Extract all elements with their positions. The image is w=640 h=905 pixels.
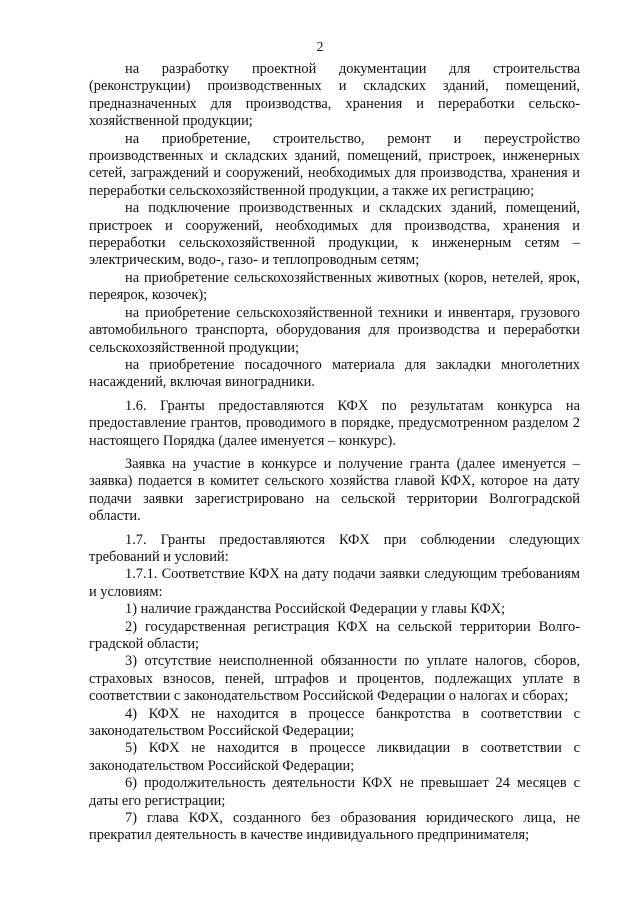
paragraph: 2) государственная регистрация КФХ на сельской территории Волгоградской области; (89, 618, 580, 652)
paragraph: 1.6. Гранты предоставляются КФХ по результатам конкурса на предоставление грантов, проводимого в порядке, предусмотренном разделом 2 настоящего Порядка (далее именуется – конкурс). (89, 397, 580, 449)
paragraph: Заявка на участие в конкурсе и получение гранта (далее именуется – заявка) подается в комитет сельского хозяйства главой КФХ, которое на дату подачи заявки зарегистрировано на сельской территории Волгоградской области. (89, 455, 580, 525)
paragraph: 6) продолжительность деятельности КФХ не превышает 24 месяцев с даты его регистрации; (89, 775, 580, 809)
paragraph: 4) КФХ не находится в процессе банкротства в соответствии с законодательством Российской Федерации; (89, 705, 580, 740)
paragraph: на приобретение сельскохозяйственной техники и инвентаря, грузового автомобильного транспорта, оборудования для производства и переработки сельскохозяйственной продукции; (89, 304, 580, 356)
paragraph: 7) глава КФХ, созданного без образования юридического лица, не прекратил деятельность в качестве индивидуального предпринимателя; (89, 810, 580, 844)
paragraph: 1.7. Гранты предоставляются КФХ при соблюдении следующих требований и условий: (89, 531, 580, 565)
paragraph: на приобретение посадочного материала для закладки многолетних насаждений, включая виноградники. (89, 356, 580, 391)
paragraph: 1) наличие гражданства Российской Федерации у главы КФХ; (125, 601, 506, 618)
paragraph: на разработку проектной документации для строительства (реконструкции) производственных и складских зданий, помещений, предназначенных для производства, хранения и переработки сельскохозяйственной продукции; (89, 61, 580, 130)
document-body (89, 61, 580, 845)
paragraph: 5) КФХ не находится в процессе ликвидации в соответствии с законодательством Российской Федерации; (89, 740, 580, 774)
paragraph: на приобретение, строительство, ремонт и переустройство производственных и складских зданий, помещений, пристроек, инженерных сетей, заграждений и сооружений, необходимых для производства, хранения и переработки сельскохозяйственной продукции, а также их регистрацию; (89, 130, 580, 199)
paragraph: на подключение производственных и складских зданий, помещений, пристроек и сооружений, необходимых для производства, хранения и переработки сельскохозяйственной продукции, к инженерным сетям – электрическим, водо-, газо- и теплопроводным сетям; (89, 200, 580, 269)
paragraph: 3) отсутствие неисполненной обязанности по уплате налогов, сборов, страховых взносов, пеней, штрафов и процентов, подлежащих уплате в соответствии с законодательством Российской Федерации о налогах и сборах; (89, 653, 580, 705)
page-number: 2 (316, 40, 324, 55)
paragraph: на приобретение сельскохозяйственных животных (коров, нетелей, ярок, переярок, козочек); (89, 269, 580, 304)
paragraph: 1.7.1. Соответствие КФХ на дату подачи заявки следующим требованиям и условиям: (89, 566, 580, 600)
